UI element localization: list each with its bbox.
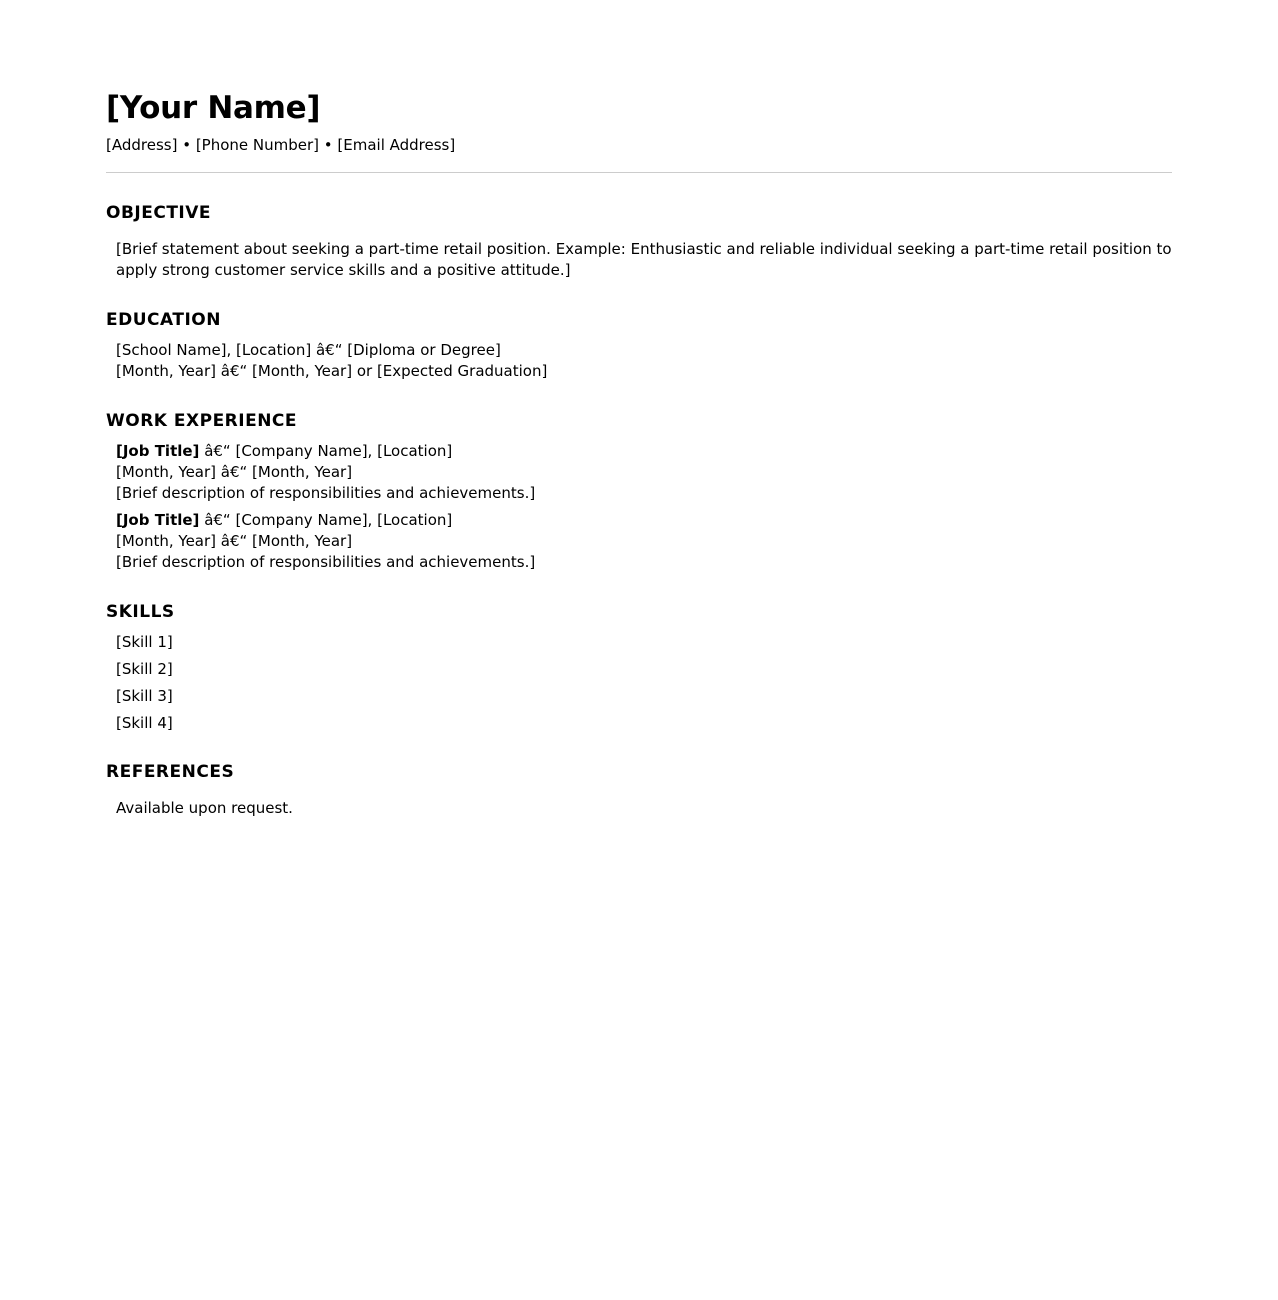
- header-divider: [106, 172, 1172, 173]
- section-references: [106, 760, 1172, 819]
- section-title-references: REFERENCES: [106, 762, 235, 782]
- job-company: â€“ [Company Name], [Location]: [199, 442, 453, 460]
- job-company: â€“ [Company Name], [Location]: [199, 511, 453, 529]
- section-title-work: WORK EXPERIENCE: [106, 411, 298, 431]
- job-description: [Brief description of responsibilities and achievements.]: [116, 553, 536, 571]
- job-entry: [116, 441, 1172, 504]
- objective-text: [Brief statement about seeking a part-time retail position. Example: Enthusiastic and reliable individual seeking a part-time retail position to apply strong customer service skills and a positive attitude.]: [116, 240, 1172, 279]
- education-school: [School Name], [Location] â€“ [Diploma or Degree]: [116, 341, 501, 359]
- skill-item: [Skill 3]: [116, 687, 173, 705]
- section-skills: [106, 600, 1172, 734]
- education-dates: [Month, Year] â€“ [Month, Year] or [Expected Graduation]: [116, 362, 548, 380]
- job-dates: [Month, Year] â€“ [Month, Year]: [116, 532, 353, 550]
- education-body: [106, 340, 1172, 382]
- contact-line: [Address] • [Phone Number] • [Email Address]: [106, 136, 456, 154]
- job-header: [116, 441, 1172, 462]
- job-description: [Brief description of responsibilities and achievements.]: [116, 484, 536, 502]
- section-title-education: EDUCATION: [106, 310, 221, 330]
- job-entry: [116, 510, 1172, 573]
- job-title: [Job Title]: [116, 442, 200, 460]
- resume-document: [106, 88, 1172, 819]
- work-body: [106, 441, 1172, 573]
- skill-item: [Skill 2]: [116, 660, 173, 678]
- skills-list: [106, 632, 1172, 734]
- section-work-experience: [106, 409, 1172, 573]
- job-header: [116, 510, 1172, 531]
- skill-item: [Skill 4]: [116, 714, 173, 732]
- resume-name: [Your Name]: [106, 90, 321, 126]
- section-title-objective: OBJECTIVE: [106, 203, 212, 223]
- section-title-skills: SKILLS: [106, 602, 175, 622]
- section-objective: [106, 201, 1172, 281]
- skill-item: [Skill 1]: [116, 633, 173, 651]
- job-title: [Job Title]: [116, 511, 200, 529]
- job-dates: [Month, Year] â€“ [Month, Year]: [116, 463, 353, 481]
- section-education: [106, 308, 1172, 382]
- references-text: Available upon request.: [116, 799, 293, 817]
